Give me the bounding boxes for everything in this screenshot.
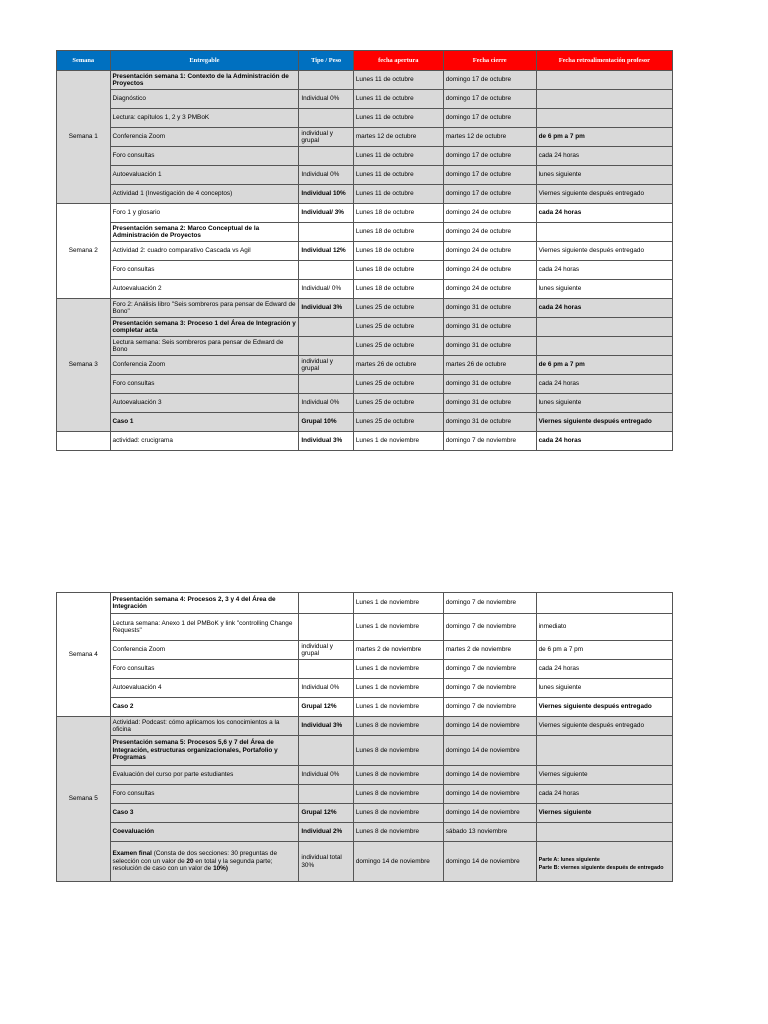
cell-apertura: martes 2 de noviembre [353, 641, 443, 660]
cell-entregable: Lectura: capítulos 1, 2 y 3 PMBoK [110, 109, 299, 128]
cell-retro: lunes siguiente [536, 280, 672, 299]
cell-apertura: domingo 14 de noviembre [353, 842, 443, 882]
cell-tipo [299, 660, 354, 679]
week-label: Semana 1 [57, 71, 111, 204]
cell-apertura: Lunes 25 de octubre [353, 413, 443, 432]
cell-tipo: Individual 0% [299, 394, 354, 413]
cell-cierre: martes 2 de noviembre [443, 641, 536, 660]
week-label: Semana 2 [57, 204, 111, 299]
cell-retro: de 6 pm a 7 pm [536, 356, 672, 375]
cell-cierre: domingo 24 de octubre [443, 261, 536, 280]
cell-apertura: Lunes 25 de octubre [353, 375, 443, 394]
cell-tipo: Individual 3% [299, 717, 354, 736]
cell-apertura: Lunes 1 de noviembre [353, 698, 443, 717]
cell-apertura: Lunes 8 de noviembre [353, 785, 443, 804]
table-row [57, 299, 673, 318]
cell-tipo [299, 337, 354, 356]
cell-tipo: Individual 3% [299, 299, 354, 318]
cell-retro: cada 24 horas [536, 375, 672, 394]
cell-entregable: Caso 2 [110, 698, 299, 717]
cell-entregable: Conferencia Zoom [110, 641, 299, 660]
cell-apertura: martes 12 de octubre [353, 128, 443, 147]
table-row [57, 823, 673, 842]
cell-apertura: Lunes 11 de octubre [353, 71, 443, 90]
cell-tipo: Individual 10% [299, 185, 354, 204]
cell-entregable: Autoevaluación 4 [110, 679, 299, 698]
cell-apertura: Lunes 25 de octubre [353, 337, 443, 356]
cell-tipo: Individual 3% [299, 432, 354, 451]
cell-tipo: Individual/ 3% [299, 204, 354, 223]
cell-apertura: Lunes 25 de octubre [353, 318, 443, 337]
cell-cierre: domingo 31 de octubre [443, 394, 536, 413]
cell-cierre: domingo 7 de noviembre [443, 679, 536, 698]
cell-retro: lunes siguiente [536, 166, 672, 185]
cell-retro [536, 90, 672, 109]
cell-apertura: Lunes 18 de octubre [353, 261, 443, 280]
exam-retro-a: Parte A: lunes siguiente [538, 857, 600, 864]
cell-tipo [299, 318, 354, 337]
cell-tipo [299, 614, 354, 641]
cell-retro [536, 337, 672, 356]
header-row [57, 51, 673, 71]
cell-apertura: martes 26 de octubre [353, 356, 443, 375]
header-cierre: Fecha cierre [443, 51, 536, 71]
cell-cierre: domingo 7 de noviembre [443, 698, 536, 717]
week-label: Semana 4 [57, 593, 111, 717]
table-row [57, 375, 673, 394]
cell-retro [536, 71, 672, 90]
cell-tipo: Individual 0% [299, 679, 354, 698]
cell-tipo [299, 261, 354, 280]
table-row [57, 432, 673, 451]
cell-cierre: domingo 31 de octubre [443, 413, 536, 432]
table-row [57, 204, 673, 223]
table-row [57, 593, 673, 614]
cell-tipo: individual y grupal [299, 356, 354, 375]
cell-apertura: Lunes 1 de noviembre [353, 593, 443, 614]
cell-cierre: domingo 17 de octubre [443, 71, 536, 90]
table-row [57, 736, 673, 766]
cell-retro: lunes siguiente [536, 394, 672, 413]
cell-entregable: Caso 3 [110, 804, 299, 823]
cell-retro [536, 842, 672, 882]
table-row [57, 109, 673, 128]
cell-cierre: domingo 31 de octubre [443, 299, 536, 318]
cell-cierre: domingo 7 de noviembre [443, 593, 536, 614]
cell-entregable: Foro consultas [110, 147, 299, 166]
cell-retro: cada 24 horas [536, 785, 672, 804]
exam-desc-d: 10%) [213, 865, 228, 873]
cell-cierre: domingo 24 de octubre [443, 204, 536, 223]
cell-apertura: Lunes 1 de noviembre [353, 432, 443, 451]
table-row [57, 185, 673, 204]
cell-cierre: domingo 17 de octubre [443, 185, 536, 204]
cell-cierre: domingo 14 de noviembre [443, 736, 536, 766]
table-row [57, 394, 673, 413]
cell-tipo [299, 71, 354, 90]
cell-apertura: Lunes 8 de noviembre [353, 823, 443, 842]
cell-apertura: Lunes 18 de octubre [353, 223, 443, 242]
table-row [57, 71, 673, 90]
cell-cierre: domingo 14 de noviembre [443, 785, 536, 804]
cell-apertura: Lunes 18 de octubre [353, 242, 443, 261]
cell-retro: cada 24 horas [536, 432, 672, 451]
header-semana: Semana [57, 51, 111, 71]
cell-apertura: Lunes 1 de noviembre [353, 679, 443, 698]
cell-entregable: Autoevaluación 2 [110, 280, 299, 299]
cell-apertura: Lunes 1 de noviembre [353, 660, 443, 679]
cell-cierre: sábado 13 noviembre [443, 823, 536, 842]
cell-entregable: Lectura semana: Anexo 1 del PMBoK y link "controlling Change Requests" [110, 614, 299, 641]
cell-retro: cada 24 horas [536, 299, 672, 318]
cell-retro [536, 736, 672, 766]
cell-retro: lunes siguiente [536, 679, 672, 698]
header-apertura: fecha apertura [353, 51, 443, 71]
cell-entregable: Coevaluación [110, 823, 299, 842]
cell-retro [536, 593, 672, 614]
cell-tipo [299, 147, 354, 166]
cell-apertura: Lunes 18 de octubre [353, 280, 443, 299]
cell-tipo [299, 593, 354, 614]
cell-apertura: Lunes 8 de noviembre [353, 804, 443, 823]
cell-entregable [110, 842, 299, 882]
cell-apertura: Lunes 18 de octubre [353, 204, 443, 223]
cell-entregable: Presentación semana 4: Procesos 2, 3 y 4 del Área de Integración [110, 593, 299, 614]
cell-retro [536, 109, 672, 128]
week-label: Semana 3 [57, 299, 111, 432]
cell-tipo: Grupal 12% [299, 804, 354, 823]
cell-cierre: domingo 31 de octubre [443, 375, 536, 394]
table-row [57, 166, 673, 185]
cell-tipo [299, 736, 354, 766]
table-row [57, 356, 673, 375]
cell-apertura: Lunes 8 de noviembre [353, 766, 443, 785]
cell-entregable: Evaluación del curso por parte estudiantes [110, 766, 299, 785]
cell-tipo: Grupal 10% [299, 413, 354, 432]
cell-cierre: domingo 7 de noviembre [443, 614, 536, 641]
cell-retro [536, 223, 672, 242]
table-row [57, 804, 673, 823]
table-row [57, 280, 673, 299]
cell-cierre: martes 12 de octubre [443, 128, 536, 147]
cell-cierre: domingo 7 de noviembre [443, 660, 536, 679]
cell-retro: cada 24 horas [536, 204, 672, 223]
cell-retro: Viernes siguiente [536, 766, 672, 785]
cell-entregable: Presentación semana 5: Procesos 5,6 y 7 del Área de Integración, estructuras organizacionales, Portafolio y Programas [110, 736, 299, 766]
cell-entregable: Presentación semana 3: Proceso 1 del Área de Integración y completar acta [110, 318, 299, 337]
cell-apertura: Lunes 1 de noviembre [353, 614, 443, 641]
cell-entregable: Foro consultas [110, 375, 299, 394]
cell-retro [536, 823, 672, 842]
table-row [57, 242, 673, 261]
cell-retro: Viernes siguiente [536, 804, 672, 823]
cell-entregable: Diagnóstico [110, 90, 299, 109]
cell-tipo: Individual 0% [299, 166, 354, 185]
cell-apertura: Lunes 11 de octubre [353, 90, 443, 109]
cell-tipo: individual y grupal [299, 641, 354, 660]
cell-cierre: domingo 31 de octubre [443, 318, 536, 337]
cell-retro: cada 24 horas [536, 261, 672, 280]
exam-desc-b: 20 [186, 857, 194, 865]
cell-cierre: domingo 14 de noviembre [443, 766, 536, 785]
cell-apertura: Lunes 8 de noviembre [353, 736, 443, 766]
exam-retro-b: Parte B: viernes siguiente después de entregado [538, 864, 664, 871]
table-row [57, 660, 673, 679]
cell-cierre: martes 26 de octubre [443, 356, 536, 375]
cell-cierre: domingo 17 de octubre [443, 109, 536, 128]
cell-tipo [299, 375, 354, 394]
cell-apertura: Lunes 11 de octubre [353, 147, 443, 166]
cell-tipo: Individual 12% [299, 242, 354, 261]
cell-retro: Viernes siguiente después entregado [536, 698, 672, 717]
cell-entregable: Foro 2: Análisis libro "Seis sombreros para pensar de Edward de Bono" [110, 299, 299, 318]
table-row [57, 766, 673, 785]
cell-entregable: actividad: crucigrama [110, 432, 299, 451]
schedule-table-1 [56, 50, 673, 451]
table-row [57, 318, 673, 337]
cell-tipo: Individual 2% [299, 823, 354, 842]
table-row [57, 698, 673, 717]
schedule-table-2 [56, 592, 673, 882]
table-row [57, 337, 673, 356]
cell-retro: cada 24 horas [536, 660, 672, 679]
cell-apertura: Lunes 11 de octubre [353, 185, 443, 204]
cell-apertura: Lunes 11 de octubre [353, 109, 443, 128]
cell-entregable: Foro consultas [110, 660, 299, 679]
cell-retro: Viernes siguiente después entregado [536, 413, 672, 432]
cell-cierre: domingo 24 de octubre [443, 242, 536, 261]
table-row [57, 679, 673, 698]
cell-entregable: Foro 1 y glosario [110, 204, 299, 223]
table-row [57, 261, 673, 280]
week-label: Semana 5 [57, 717, 111, 882]
cell-entregable: Caso 1 [110, 413, 299, 432]
cell-apertura: Lunes 25 de octubre [353, 394, 443, 413]
cell-cierre: domingo 14 de noviembre [443, 842, 536, 882]
cell-retro: Viernes siguiente después entregado [536, 717, 672, 736]
cell-retro [536, 318, 672, 337]
cell-cierre: domingo 14 de noviembre [443, 804, 536, 823]
table-row [57, 842, 673, 882]
cell-tipo [299, 109, 354, 128]
cell-apertura: Lunes 8 de noviembre [353, 717, 443, 736]
cell-entregable: Lectura semana: Seis sombreros para pensar de Edward de Bono [110, 337, 299, 356]
header-entregable: Entregable [110, 51, 299, 71]
cell-retro: de 6 pm a 7 pm [536, 641, 672, 660]
cell-apertura: Lunes 11 de octubre [353, 166, 443, 185]
header-retro: Fecha retroalimentación profesor [536, 51, 672, 71]
cell-apertura: Lunes 25 de octubre [353, 299, 443, 318]
cell-tipo: individual y grupal [299, 128, 354, 147]
cell-entregable: Conferencia Zoom [110, 356, 299, 375]
cell-cierre: domingo 17 de octubre [443, 166, 536, 185]
cell-entregable: Actividad: Podcast: cómo aplicamos los conocimientos a la oficina [110, 717, 299, 736]
cell-entregable: Actividad 2: cuadro comparativo Cascada vs Agil [110, 242, 299, 261]
cell-retro: Viernes siguiente después entregado [536, 242, 672, 261]
cell-cierre: domingo 14 de noviembre [443, 717, 536, 736]
table-row [57, 413, 673, 432]
table-row [57, 90, 673, 109]
table-row [57, 717, 673, 736]
cell-retro: cada 24 horas [536, 147, 672, 166]
cell-cierre: domingo 24 de octubre [443, 223, 536, 242]
cell-entregable: Presentación semana 1: Contexto de la Administración de Proyectos [110, 71, 299, 90]
header-tipo: Tipo / Peso [299, 51, 354, 71]
cell-entregable: Actividad 1 (Investigación de 4 conceptos) [110, 185, 299, 204]
cell-tipo: Individual 0% [299, 766, 354, 785]
cell-entregable: Autoevaluación 1 [110, 166, 299, 185]
cell-tipo: Individual/ 0% [299, 280, 354, 299]
cell-cierre: domingo 31 de octubre [443, 337, 536, 356]
cell-cierre: domingo 17 de octubre [443, 90, 536, 109]
table-row [57, 147, 673, 166]
table-row [57, 614, 673, 641]
cell-tipo [299, 785, 354, 804]
cell-tipo: Grupal 12% [299, 698, 354, 717]
cell-entregable: Foro consultas [110, 261, 299, 280]
exam-desc-c: en total y la segunda parte; resolución de caso con un valor de [112, 857, 273, 873]
exam-desc-a: (Consta de dos secciones: 30 preguntas de selección con un valor de [112, 850, 278, 865]
table-row [57, 641, 673, 660]
cell-entregable: Autoevaluación 3 [110, 394, 299, 413]
cell-entregable: Presentación semana 2: Marco Conceptual de la Administración de Proyectos [110, 223, 299, 242]
cell-entregable: Foro consultas [110, 785, 299, 804]
cell-tipo [299, 223, 354, 242]
cell-cierre: domingo 7 de noviembre [443, 432, 536, 451]
cell-retro: Viernes siguiente después entregado [536, 185, 672, 204]
cell-tipo: Individual 0% [299, 90, 354, 109]
cell-cierre: domingo 24 de octubre [443, 280, 536, 299]
cell-tipo: individual total 30% [299, 842, 354, 882]
cell-retro: de 6 pm a 7 pm [536, 128, 672, 147]
cell-cierre: domingo 17 de octubre [443, 147, 536, 166]
cell-retro: inmediato [536, 614, 672, 641]
table-row [57, 128, 673, 147]
table-row [57, 785, 673, 804]
table-row [57, 223, 673, 242]
cell-entregable: Conferencia Zoom [110, 128, 299, 147]
week-label-empty [57, 432, 111, 451]
exam-title: Examen final [112, 850, 152, 858]
